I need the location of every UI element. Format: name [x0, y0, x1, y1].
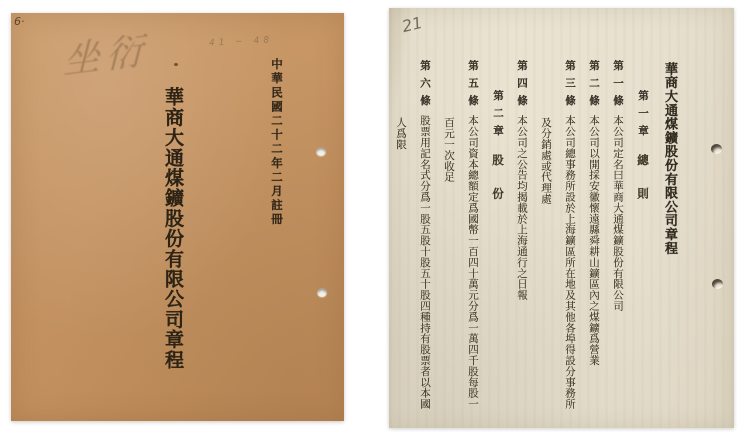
- article-column: [610, 60, 625, 414]
- article-continuation-column: [538, 60, 553, 414]
- cover-title: 華商大通煤鑛股份有限公司章程: [162, 87, 183, 370]
- article-number-label: 第一條: [612, 60, 623, 113]
- chapter-heading-column: [489, 60, 505, 414]
- column-text: 本公司資本總額定爲國幣一百四十萬元分爲一萬四千股每股一: [467, 114, 478, 409]
- article-continuation-column: [393, 60, 408, 414]
- column-text: 人爲限: [395, 117, 406, 150]
- document-title-column: [661, 60, 680, 414]
- cover-corner-pencil-mark: 6·: [14, 15, 25, 28]
- cover-faint-pencil-note: 41 ~ 48: [208, 35, 274, 49]
- cover-page: [11, 13, 344, 421]
- articles-text-block: [384, 60, 680, 414]
- article-number-label: 第六條: [419, 60, 430, 113]
- article-column: [562, 60, 577, 414]
- article-column: [417, 60, 432, 414]
- article-number-label: 第一章: [637, 90, 648, 143]
- cover-pencil-dot: [174, 63, 178, 66]
- article-number-label: 第二條: [588, 60, 599, 113]
- column-text: 總則: [636, 153, 648, 221]
- column-text: 本公司總事務所設於上海鑛區所在地及其他各埠得設分事務所: [564, 114, 575, 409]
- articles-page: [389, 8, 734, 428]
- page-number-pencil-mark: 21: [400, 12, 425, 37]
- chapter-heading-column: [634, 60, 650, 414]
- punch-hole-icon: [317, 288, 327, 297]
- article-number-label: 第三條: [564, 60, 575, 113]
- article-number-label: 第二章: [492, 90, 503, 143]
- column-text: 本公司定名曰華商大通煤鑛股份有限公司: [612, 114, 623, 311]
- column-text: 股份: [491, 153, 503, 221]
- punch-hole-icon: [316, 147, 326, 156]
- article-number-label: 第五條: [467, 60, 478, 113]
- cover-registration-date: 中華民國二十二年二月註冊: [270, 58, 282, 228]
- column-text: 百元一次收足: [443, 117, 454, 183]
- column-text: 華商大通煤鑛股份有限公司章程: [663, 62, 678, 256]
- punch-hole-icon: [711, 144, 722, 154]
- article-number-label: 第四條: [516, 60, 527, 113]
- column-text: 本公司之公告均揭載於上海通行之日報: [516, 114, 527, 300]
- column-text: 及分銷處或代理處: [540, 117, 551, 205]
- article-column: [514, 60, 529, 414]
- article-continuation-column: [441, 60, 456, 414]
- punch-hole-icon: [712, 279, 723, 289]
- column-text: 本公司以開採安徽懷遠縣舜耕山鑛區內之煤鑛爲營業: [588, 114, 599, 366]
- article-column: [586, 60, 601, 414]
- column-text: 股票用記名式分爲一股五股十股五十股四種持有股票者以本國: [419, 114, 430, 409]
- cover-handwritten-note: 坐衍: [62, 28, 149, 83]
- article-column: [465, 60, 480, 414]
